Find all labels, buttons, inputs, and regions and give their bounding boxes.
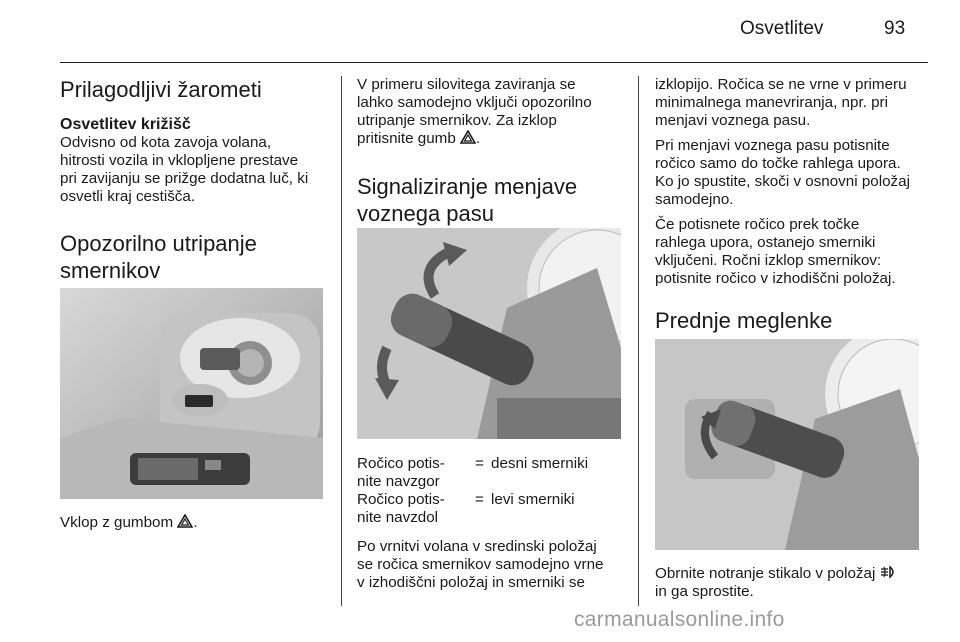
photo-hazard-button-overhead-console — [60, 288, 323, 499]
caption-hazard-button: Vklop z gumbom . — [60, 514, 198, 531]
photo-fog-light-switch — [655, 339, 919, 550]
caption-fog-light-switch: Obrnite notranje stikalo v položaj in ga sprostite. — [655, 565, 955, 601]
table-row: Ročico potis- nite navzgor = desni smerniki — [357, 455, 589, 490]
section-heading-hazard-warning: Opozorilno utripanje smernikov — [60, 231, 257, 283]
photo-turn-signal-lever — [357, 228, 621, 439]
footer-watermark[interactable]: carmanualsonline.info — [574, 608, 785, 631]
subheading-cornering-light: Osvetlitev križišč — [60, 116, 191, 133]
section-heading-adaptive-headlights: Prilagodljivi žarometi — [60, 77, 262, 102]
hazard-triangle-icon — [177, 514, 193, 532]
hazard-triangle-icon — [460, 130, 476, 148]
page-number: 93 — [884, 18, 906, 39]
column-divider-1 — [341, 76, 342, 606]
paragraph-past-resistance: Če potisnete ročico prek točke rahlega upora, ostanejo smerniki vključeni. Ročni izklop smernikov: potisnite ročico v izhodiščni položaj. — [655, 216, 896, 287]
column-divider-2 — [638, 76, 639, 606]
paragraph-signal-off: izklopijo. Ročica se ne vrne v primeru minimalnega manevriranja, npr. pri menjavi voznega pasu. — [655, 76, 907, 129]
paragraph-emergency-braking: V primeru silovitega zaviranja se lahko samodejno vključi opozorilno utripanje smernikov. Za izklop pritisnite gumb . — [357, 76, 592, 147]
paragraph-cornering-light: Odvisno od kota zavoja volana, hitrosti vozila in vklopljene prestave pri zavijanju se prižge dodatna luč, ki osvetli kraj cestišča. — [60, 134, 309, 205]
fog-lamp-icon — [880, 565, 898, 583]
section-heading-lane-change: Signaliziranje menjave voznega pasu — [357, 174, 578, 226]
section-heading-front-fog-lights: Prednje meglenke — [655, 308, 833, 333]
paragraph-lever-return: Po vrnitvi volana v sredinski položaj se ročica smernikov samodejno vrne v izhodiščni položaj in smerniki se — [357, 538, 604, 591]
lever-direction-table — [357, 455, 632, 527]
table-row: Ročico potis- nite navzdol = levi smerniki — [357, 491, 575, 526]
header-rule — [60, 62, 928, 63]
paragraph-lane-change-push: Pri menjavi voznega pasu potisnite ročico samo do točke rahlega upora. Ko jo spustite, skoči v osnovni položaj samodejno. — [655, 137, 910, 208]
running-header-title: Osvetlitev — [740, 18, 824, 39]
